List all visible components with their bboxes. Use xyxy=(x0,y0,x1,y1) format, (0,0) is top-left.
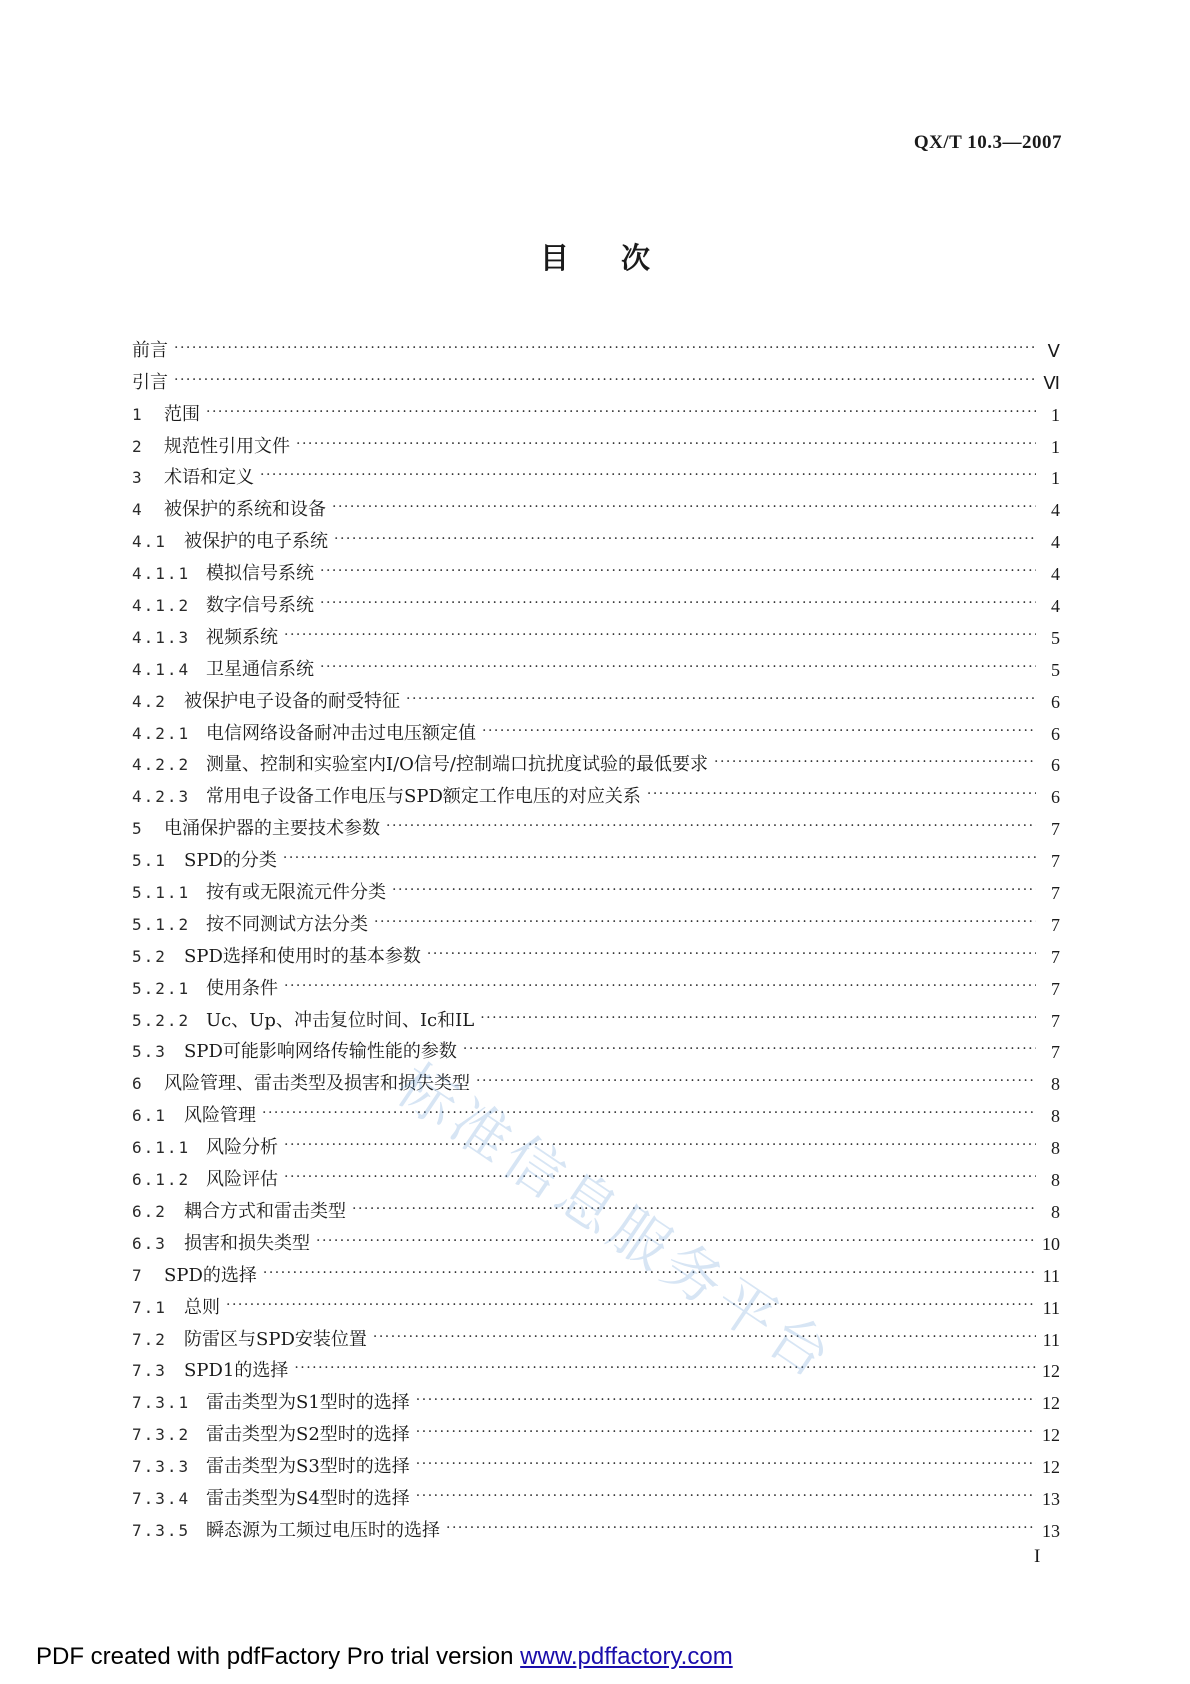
toc-entry-page: 7 xyxy=(1051,978,1060,999)
toc-leader-dots xyxy=(320,560,1036,582)
toc-entry-title: 规范性引用文件 xyxy=(164,435,290,457)
toc-entry-page: 8 xyxy=(1051,1138,1060,1159)
toc-entry-number: 7 xyxy=(132,1265,144,1285)
toc-entry[interactable] xyxy=(132,968,1060,1000)
toc-entry-page: 12 xyxy=(1042,1361,1060,1382)
toc-entry-page: 11 xyxy=(1042,1329,1060,1350)
toc-leader-dots xyxy=(416,1389,1036,1411)
toc-entry[interactable] xyxy=(132,936,1060,968)
toc-entry[interactable] xyxy=(132,1351,1060,1383)
toc-leader-dots xyxy=(332,496,1036,518)
toc-leader-dots xyxy=(174,369,1036,391)
toc-entry[interactable] xyxy=(132,713,1060,745)
toc-entry-page: 6 xyxy=(1051,755,1060,776)
toc-entry-page: 7 xyxy=(1051,883,1060,904)
toc-entry[interactable] xyxy=(132,1510,1060,1542)
toc-entry-page: 12 xyxy=(1042,1425,1060,1446)
toc-entry-number: 5.1.1 xyxy=(132,883,191,903)
toc-leader-dots xyxy=(320,656,1036,678)
toc-leader-dots xyxy=(427,943,1036,965)
toc-leader-dots xyxy=(284,975,1036,997)
toc-entry-title: 耦合方式和雷击类型 xyxy=(184,1200,346,1222)
toc-entry-number: 6.1.2 xyxy=(132,1170,191,1190)
toc-entry[interactable] xyxy=(132,840,1060,872)
toc-leader-dots xyxy=(476,1070,1036,1092)
toc-entry-title: 总则 xyxy=(184,1296,220,1318)
toc-entry[interactable] xyxy=(132,394,1060,426)
toc-entry-number: 5.2 xyxy=(132,946,167,966)
toc-entry-number: 4.2.3 xyxy=(132,787,191,807)
toc-entry-page: 7 xyxy=(1051,1042,1060,1063)
toc-leader-dots xyxy=(283,847,1036,869)
toc-entry[interactable] xyxy=(132,1382,1060,1414)
toc-entry-title: 风险分析 xyxy=(206,1137,278,1159)
toc-entry[interactable] xyxy=(132,1032,1060,1064)
toc-entry[interactable] xyxy=(132,808,1060,840)
toc-entry-number: 1 xyxy=(132,404,144,424)
toc-entry-number: 4 xyxy=(132,500,144,520)
toc-entry[interactable] xyxy=(132,1095,1060,1127)
toc-entry[interactable] xyxy=(132,1000,1060,1032)
toc-entry-number: 4.1.3 xyxy=(132,627,191,647)
toc-entry-page: 6 xyxy=(1051,691,1060,712)
toc-leader-dots xyxy=(352,1198,1036,1220)
toc-entry-number: 6 xyxy=(132,1074,144,1094)
toc-entry-number: 4.1.4 xyxy=(132,659,191,679)
toc-entry-page: 8 xyxy=(1051,1074,1060,1095)
toc-entry-number: 4.1.1 xyxy=(132,564,191,584)
toc-entry-page: 1 xyxy=(1051,404,1060,425)
toc-entry-title: 数字信号系统 xyxy=(206,595,314,617)
toc-entry-title: 瞬态源为工频过电压时的选择 xyxy=(206,1519,440,1541)
watermark: 标准信息服务平台 xyxy=(384,1050,848,1394)
toc-entry-page: 8 xyxy=(1051,1170,1060,1191)
toc-entry-page: 4 xyxy=(1051,500,1060,521)
toc-entry-number: 6.1 xyxy=(132,1106,167,1126)
toc-entry-number: 4.1.2 xyxy=(132,596,191,616)
toc-entry-page: 8 xyxy=(1051,1106,1060,1127)
toc-entry-page: 12 xyxy=(1042,1393,1060,1414)
toc-entry[interactable] xyxy=(132,1063,1060,1095)
toc-entry-number: 7.3.5 xyxy=(132,1520,191,1540)
toc-entry-page: 11 xyxy=(1042,1297,1060,1318)
toc-leader-dots xyxy=(284,1166,1036,1188)
toc-entry-title: 被保护电子设备的耐受特征 xyxy=(184,690,400,712)
toc-entry-page: 7 xyxy=(1051,851,1060,872)
toc-entry[interactable] xyxy=(132,1191,1060,1223)
toc-entry-number: 6.3 xyxy=(132,1233,167,1253)
toc-leader-dots xyxy=(373,1326,1036,1348)
toc-leader-dots xyxy=(316,1230,1036,1252)
toc-entry[interactable] xyxy=(132,1127,1060,1159)
toc-entry-title: 按不同测试方法分类 xyxy=(206,913,368,935)
pdf-footer xyxy=(36,1643,733,1671)
toc-entry-number: 7.3.1 xyxy=(132,1393,191,1413)
toc-entry-title: 风险管理 xyxy=(184,1105,256,1127)
toc-entry[interactable] xyxy=(132,1478,1060,1510)
toc-entry-page: 7 xyxy=(1051,819,1060,840)
toc-leader-dots xyxy=(482,720,1036,742)
toc-entry-number: 7.1 xyxy=(132,1297,167,1317)
toc-leader-dots xyxy=(284,624,1036,646)
toc-entry-page: 6 xyxy=(1051,787,1060,808)
toc-entry-page: 13 xyxy=(1042,1488,1060,1509)
footer-link[interactable]: www.pdffactory.com xyxy=(520,1643,733,1670)
toc-entry[interactable] xyxy=(132,362,1060,394)
toc-entry-title: 被保护的电子系统 xyxy=(184,531,328,553)
toc-entry[interactable] xyxy=(132,872,1060,904)
toc-entry-title: 按有或无限流元件分类 xyxy=(206,882,386,904)
toc-entry-title: 风险评估 xyxy=(206,1169,278,1191)
footer-text: PDF created with pdfFactory Pro trial version xyxy=(36,1643,521,1670)
toc-entry-title: 卫星通信系统 xyxy=(206,658,314,680)
toc-entry[interactable] xyxy=(132,649,1060,681)
toc-leader-dots xyxy=(416,1421,1036,1443)
toc-entry-page: 4 xyxy=(1051,564,1060,585)
toc-entry[interactable] xyxy=(132,521,1060,553)
table-of-contents xyxy=(132,330,1060,1542)
toc-entry-page: 5 xyxy=(1051,659,1060,680)
toc-entry-page: 5 xyxy=(1051,627,1060,648)
toc-entry[interactable] xyxy=(132,585,1060,617)
toc-entry-title: 电信网络设备耐冲击过电压额定值 xyxy=(206,722,476,744)
page-title: 目次 xyxy=(539,241,702,275)
toc-entry-number: 6.1.1 xyxy=(132,1138,191,1158)
toc-entry-number: 4.2.2 xyxy=(132,755,191,775)
toc-entry-number: 2 xyxy=(132,436,144,456)
toc-leader-dots xyxy=(714,751,1036,773)
toc-entry-page: 11 xyxy=(1042,1265,1060,1286)
toc-entry-title: 雷击类型为S2型时的选择 xyxy=(206,1424,410,1446)
toc-leader-dots xyxy=(374,911,1036,933)
toc-entry-page: 4 xyxy=(1051,596,1060,617)
toc-leader-dots xyxy=(416,1453,1036,1475)
toc-entry-title: 常用电子设备工作电压与SPD额定工作电压的对应关系 xyxy=(206,786,641,808)
toc-entry-number: 7.3.3 xyxy=(132,1457,191,1477)
toc-entry[interactable] xyxy=(132,681,1060,713)
toc-leader-dots xyxy=(446,1517,1036,1539)
toc-entry[interactable] xyxy=(132,553,1060,585)
toc-entry-title: 雷击类型为S4型时的选择 xyxy=(206,1487,410,1509)
toc-entry-page: Ⅴ xyxy=(1047,340,1060,361)
toc-entry-number: 4.1 xyxy=(132,532,167,552)
toc-leader-dots xyxy=(416,1485,1036,1507)
toc-entry-number: 4.2.1 xyxy=(132,723,191,743)
toc-entry[interactable] xyxy=(132,1159,1060,1191)
toc-entry-number: 5.2.2 xyxy=(132,1010,191,1030)
toc-entry-number: 5.3 xyxy=(132,1042,167,1062)
toc-entry-number: 7.3 xyxy=(132,1361,167,1381)
toc-entry-number: 5.1.2 xyxy=(132,914,191,934)
toc-entry-number: 5.1 xyxy=(132,851,167,871)
toc-leader-dots xyxy=(260,464,1036,486)
toc-leader-dots xyxy=(206,401,1036,423)
toc-entry[interactable] xyxy=(132,1446,1060,1478)
toc-entry-title: 使用条件 xyxy=(206,977,278,999)
toc-leader-dots xyxy=(294,1357,1036,1379)
toc-entry[interactable] xyxy=(132,1287,1060,1319)
toc-entry-title: 被保护的系统和设备 xyxy=(164,499,326,521)
toc-entry[interactable] xyxy=(132,1414,1060,1446)
toc-leader-dots xyxy=(392,879,1036,901)
toc-entry-title: Uc、Up、冲击复位时间、Ic和IL xyxy=(206,1009,475,1031)
toc-entry[interactable] xyxy=(132,776,1060,808)
toc-entry-title: 电涌保护器的主要技术参数 xyxy=(164,818,380,840)
toc-entry-title: 术语和定义 xyxy=(164,467,254,489)
toc-leader-dots xyxy=(320,592,1036,614)
toc-entry-number: 7.2 xyxy=(132,1329,167,1349)
toc-entry-title: SPD1的选择 xyxy=(184,1360,289,1382)
toc-entry-number: 5 xyxy=(132,819,144,839)
toc-entry-title: 防雷区与SPD安装位置 xyxy=(184,1328,367,1350)
toc-entry[interactable] xyxy=(132,745,1060,777)
toc-entry-number: 3 xyxy=(132,468,144,488)
toc-leader-dots xyxy=(386,815,1036,837)
toc-leader-dots xyxy=(284,1134,1036,1156)
toc-entry-page: 12 xyxy=(1042,1457,1060,1478)
toc-entry-page: 1 xyxy=(1051,436,1060,457)
toc-entry[interactable] xyxy=(132,426,1060,458)
toc-leader-dots xyxy=(406,688,1036,710)
standard-code: QX/T 10.3—2007 xyxy=(913,132,1062,153)
toc-leader-dots xyxy=(226,1294,1036,1316)
toc-entry[interactable] xyxy=(132,489,1060,521)
toc-entry[interactable] xyxy=(132,1255,1060,1287)
toc-entry-title: 模拟信号系统 xyxy=(206,563,314,585)
toc-leader-dots xyxy=(647,783,1036,805)
toc-entry-title: 风险管理、雷击类型及损害和损失类型 xyxy=(164,1073,470,1095)
toc-entry-title: 雷击类型为S1型时的选择 xyxy=(206,1392,410,1414)
toc-entry-page: 1 xyxy=(1051,468,1060,489)
toc-entry-number: 6.2 xyxy=(132,1201,167,1221)
toc-leader-dots xyxy=(463,1038,1036,1060)
toc-entry-page: Ⅵ xyxy=(1043,372,1060,393)
toc-entry-page: 13 xyxy=(1042,1520,1060,1541)
toc-entry[interactable] xyxy=(132,1223,1060,1255)
toc-entry-number: 7.3.2 xyxy=(132,1425,191,1445)
toc-entry-title: SPD可能影响网络传输性能的参数 xyxy=(184,1041,457,1063)
toc-entry-title: 范围 xyxy=(164,403,200,425)
toc-leader-dots xyxy=(174,337,1036,359)
toc-entry[interactable] xyxy=(132,458,1060,490)
toc-entry-title: SPD选择和使用时的基本参数 xyxy=(184,945,421,967)
toc-leader-dots xyxy=(334,528,1036,550)
toc-leader-dots xyxy=(296,433,1036,455)
toc-entry[interactable] xyxy=(132,617,1060,649)
toc-entry-title: SPD的选择 xyxy=(164,1264,257,1286)
toc-entry-page: 8 xyxy=(1051,1201,1060,1222)
toc-entry-page: 4 xyxy=(1051,532,1060,553)
toc-entry-page: 7 xyxy=(1051,946,1060,967)
toc-entry-title: 前言 xyxy=(132,339,168,361)
toc-entry-number: 7.3.4 xyxy=(132,1488,191,1508)
toc-leader-dots xyxy=(263,1262,1036,1284)
toc-entry-page: 7 xyxy=(1051,914,1060,935)
toc-entry[interactable] xyxy=(132,904,1060,936)
toc-entry-number: 5.2.1 xyxy=(132,978,191,998)
toc-entry-title: 雷击类型为S3型时的选择 xyxy=(206,1456,410,1478)
toc-entry-title: 测量、控制和实验室内I/O信号/控制端口抗扰度试验的最低要求 xyxy=(206,754,708,776)
toc-leader-dots xyxy=(480,1007,1036,1029)
toc-entry-page: 10 xyxy=(1042,1233,1060,1254)
toc-entry-number: 4.2 xyxy=(132,691,167,711)
toc-entry-title: 损害和损失类型 xyxy=(184,1232,310,1254)
toc-entry-page: 7 xyxy=(1051,1010,1060,1031)
toc-entry-title: 视频系统 xyxy=(206,626,278,648)
toc-entry[interactable] xyxy=(132,330,1060,362)
toc-entry-title: SPD的分类 xyxy=(184,850,277,872)
page-number: I xyxy=(1034,1546,1041,1567)
toc-entry[interactable] xyxy=(132,1319,1060,1351)
toc-entry-page: 6 xyxy=(1051,723,1060,744)
toc-entry-title: 引言 xyxy=(132,371,168,393)
toc-leader-dots xyxy=(262,1102,1036,1124)
